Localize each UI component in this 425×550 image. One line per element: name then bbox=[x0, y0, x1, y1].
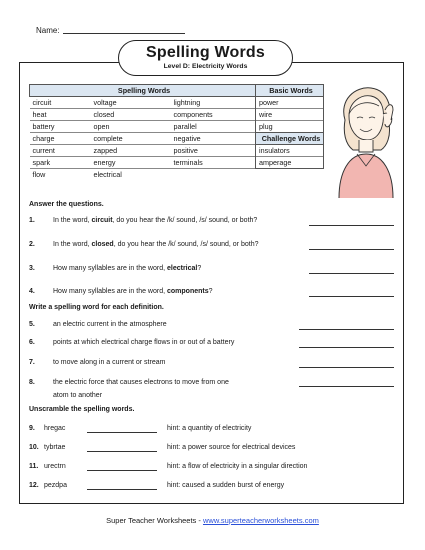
question-text: , do you hear the /k/ sound, /s/ sound, or both? bbox=[112, 217, 258, 224]
question-text: How many syllables are in the word, bbox=[53, 288, 167, 295]
question-text: ? bbox=[197, 265, 202, 272]
basic-word-cell: plug bbox=[256, 121, 324, 133]
footer bbox=[0, 516, 425, 525]
question-number: 8. bbox=[29, 379, 35, 386]
hint-text: hint: a quantity of electricity bbox=[167, 425, 252, 432]
challenge-word-cell: amperage bbox=[256, 157, 324, 169]
word-cell: flow bbox=[30, 169, 91, 181]
question-number: 9. bbox=[29, 425, 35, 432]
answer-line-12[interactable] bbox=[87, 489, 157, 490]
answer-line-6[interactable] bbox=[299, 347, 394, 348]
basic-words-header: Basic Words bbox=[256, 85, 324, 97]
word-cell: voltage bbox=[91, 97, 171, 109]
section-unscramble: Unscramble the spelling words. bbox=[29, 406, 135, 413]
word-cell: circuit bbox=[30, 97, 91, 109]
answer-line-9[interactable] bbox=[87, 432, 157, 433]
word-cell: current bbox=[30, 145, 91, 157]
word-cell: open bbox=[91, 121, 171, 133]
answer-line-2[interactable] bbox=[309, 249, 394, 250]
question-number: 6. bbox=[29, 339, 35, 346]
question-number: 4. bbox=[29, 288, 35, 295]
word-cell: spark bbox=[30, 157, 91, 169]
word-cell: energy bbox=[91, 157, 171, 169]
answer-line-11[interactable] bbox=[87, 470, 157, 471]
question-text: atom to another bbox=[53, 392, 103, 399]
question-text: to move along in a current or stream bbox=[53, 359, 166, 366]
scrambled-word: urectrn bbox=[44, 463, 66, 470]
page-title: Spelling Words bbox=[146, 44, 265, 61]
answer-line-5[interactable] bbox=[299, 329, 394, 330]
scrambled-word: pezdpa bbox=[44, 482, 67, 489]
basic-word-cell: wire bbox=[256, 109, 324, 121]
question-word: components bbox=[167, 288, 209, 295]
answer-line-1[interactable] bbox=[309, 225, 394, 226]
question-number: 7. bbox=[29, 359, 35, 366]
section-answer-questions: Answer the questions. bbox=[29, 201, 104, 208]
answer-line-3[interactable] bbox=[309, 273, 394, 274]
question-text: an electric current in the atmosphere bbox=[53, 321, 167, 328]
answer-line-8[interactable] bbox=[299, 386, 394, 387]
title-banner bbox=[118, 40, 293, 76]
question-text: In the word, bbox=[53, 217, 92, 224]
word-cell: electrical bbox=[91, 169, 171, 181]
question-number: 1. bbox=[29, 217, 35, 224]
hint-text: hint: a flow of electricity in a singular direction bbox=[167, 463, 308, 470]
name-field bbox=[36, 26, 185, 35]
word-cell: heat bbox=[30, 109, 91, 121]
basic-word-cell: power bbox=[256, 97, 324, 109]
word-cell: positive bbox=[171, 145, 256, 157]
word-table bbox=[29, 84, 324, 181]
word-cell: lightning bbox=[171, 97, 256, 109]
question-text: the electric force that causes electrons to move from one bbox=[53, 379, 229, 386]
section-definitions: Write a spelling word for each definition. bbox=[29, 304, 164, 311]
word-cell: closed bbox=[91, 109, 171, 121]
footer-text: Super Teacher Worksheets - bbox=[106, 516, 203, 525]
word-cell bbox=[171, 169, 256, 181]
word-cell: complete bbox=[91, 133, 171, 145]
challenge-words-header: Challenge Words bbox=[256, 133, 324, 145]
question-text: In the word, bbox=[53, 241, 92, 248]
footer-link[interactable]: www.superteacherworksheets.com bbox=[202, 516, 319, 525]
name-label: Name: bbox=[36, 26, 60, 35]
question-text: ? bbox=[208, 288, 213, 295]
question-number: 2. bbox=[29, 241, 35, 248]
challenge-word-cell: insulators bbox=[256, 145, 324, 157]
answer-line-7[interactable] bbox=[299, 367, 394, 368]
girl-listening-illustration bbox=[333, 80, 399, 198]
hint-text: hint: a power source for electrical devices bbox=[167, 444, 296, 451]
name-line[interactable] bbox=[63, 33, 185, 34]
hint-text: hint: caused a sudden burst of energy bbox=[167, 482, 285, 489]
question-word: closed bbox=[91, 241, 114, 248]
question-number: 5. bbox=[29, 321, 35, 328]
word-cell: battery bbox=[30, 121, 91, 133]
question-text: How many syllables are in the word, bbox=[53, 265, 167, 272]
question-text: , do you hear the /k/ sound, /s/ sound, or both? bbox=[113, 241, 259, 248]
answer-line-4[interactable] bbox=[309, 296, 394, 297]
question-number: 3. bbox=[29, 265, 35, 272]
question-number: 12. bbox=[29, 482, 39, 489]
word-cell: charge bbox=[30, 133, 91, 145]
spelling-words-header: Spelling Words bbox=[30, 85, 256, 97]
question-word: circuit bbox=[91, 217, 113, 224]
question-number: 10. bbox=[29, 444, 39, 451]
word-cell: parallel bbox=[171, 121, 256, 133]
question-word: electrical bbox=[167, 265, 198, 272]
word-cell: components bbox=[171, 109, 256, 121]
word-cell: zapped bbox=[91, 145, 171, 157]
scrambled-word: tybrtae bbox=[44, 444, 66, 451]
word-cell: negative bbox=[171, 133, 256, 145]
scrambled-word: hregac bbox=[44, 425, 66, 432]
question-text: points at which electrical charge flows in or out of a battery bbox=[53, 339, 235, 346]
page-subtitle: Level D: Electricity Words bbox=[163, 63, 248, 70]
word-cell: terminals bbox=[171, 157, 256, 169]
answer-line-10[interactable] bbox=[87, 451, 157, 452]
question-number: 11. bbox=[29, 463, 39, 470]
